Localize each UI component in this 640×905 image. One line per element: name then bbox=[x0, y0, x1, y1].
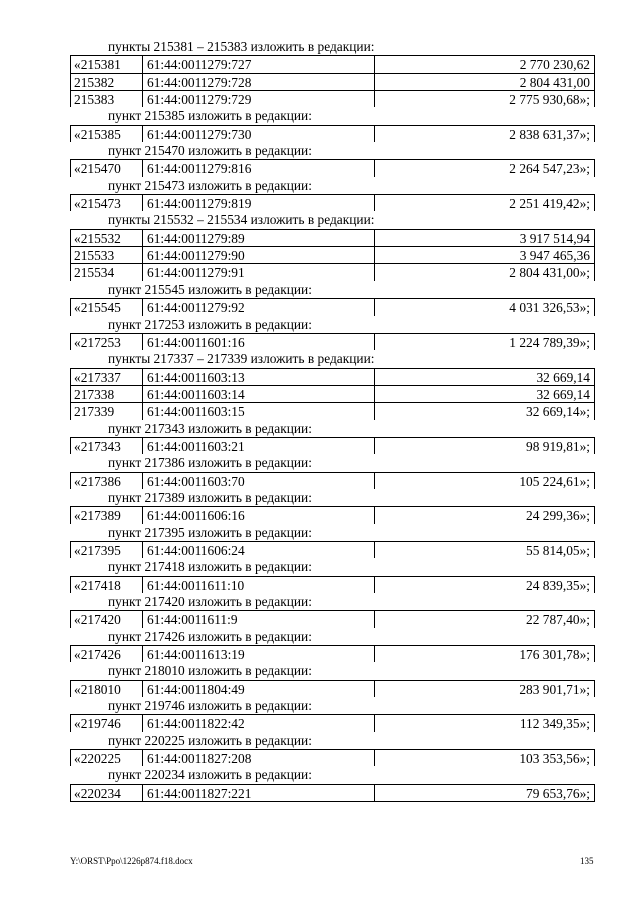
cadastral-value: 24 839,35»; bbox=[526, 577, 590, 593]
cadastral-value: 22 787,40»; bbox=[526, 612, 590, 628]
section-intro: пункт 217389 изложить в редакции: bbox=[108, 489, 312, 505]
cadastral-number: 61:44:0011603:15 bbox=[143, 403, 375, 419]
table-row bbox=[70, 368, 595, 385]
cadastral-value: 79 653,76»; bbox=[526, 785, 590, 801]
section-intro: пункт 217253 изложить в редакции: bbox=[108, 316, 312, 332]
cadastral-value: 32 669,14»; bbox=[526, 404, 590, 420]
table-row bbox=[70, 263, 595, 280]
cadastral-number: 61:44:0011827:221 bbox=[143, 785, 375, 801]
table-row bbox=[70, 298, 595, 315]
cadastral-value: 105 224,61»; bbox=[519, 473, 590, 489]
table-row bbox=[70, 385, 595, 402]
row-number: «215385 bbox=[71, 126, 143, 142]
cadastral-number: 61:44:0011279:91 bbox=[143, 264, 375, 280]
cadastral-number: 61:44:0011603:21 bbox=[143, 438, 375, 454]
section-intro: пункты 215532 – 215534 изложить в редакции: bbox=[108, 212, 375, 228]
cadastral-value: 176 301,78»; bbox=[519, 647, 590, 663]
row-number: «217343 bbox=[71, 438, 143, 454]
cadastral-value: 32 669,14 bbox=[536, 386, 590, 402]
row-number: «215545 bbox=[71, 299, 143, 315]
section-intro: пункт 217386 изложить в редакции: bbox=[108, 455, 312, 471]
cadastral-number: 61:44:0011613:19 bbox=[143, 646, 375, 662]
table-row bbox=[70, 90, 595, 107]
section-intro: пункт 217343 изложить в редакции: bbox=[108, 420, 312, 436]
cadastral-value: 55 814,05»; bbox=[526, 542, 590, 558]
row-number: «219746 bbox=[71, 715, 143, 731]
row-number: «215532 bbox=[71, 230, 143, 246]
cadastral-value: 103 353,56»; bbox=[519, 751, 590, 767]
cadastral-number: 61:44:0011601:16 bbox=[143, 334, 375, 350]
cadastral-number: 61:44:0011822:42 bbox=[143, 715, 375, 731]
cadastral-number: 61:44:0011611:10 bbox=[143, 577, 375, 593]
cadastral-number: 61:44:0011279:727 bbox=[143, 56, 375, 72]
row-number: 215382 bbox=[71, 74, 143, 90]
cadastral-number: 61:44:0011827:208 bbox=[143, 750, 375, 766]
row-number: «217337 bbox=[71, 369, 143, 385]
footer-file-path: Y:\ORST\Ppo\1226p874.f18.docx bbox=[70, 856, 193, 866]
row-number: 215534 bbox=[71, 264, 143, 280]
cadastral-value: 2 775 930,68»; bbox=[509, 92, 590, 108]
cadastral-number: 61:44:0011279:816 bbox=[143, 160, 375, 176]
cadastral-value: 98 919,81»; bbox=[526, 438, 590, 454]
row-number: «217395 bbox=[71, 542, 143, 558]
cadastral-number: 61:44:0011279:90 bbox=[143, 247, 375, 263]
table-row bbox=[70, 472, 595, 489]
cadastral-number: 61:44:0011279:729 bbox=[143, 91, 375, 107]
row-number: «217386 bbox=[71, 473, 143, 489]
cadastral-number: 61:44:0011606:16 bbox=[143, 507, 375, 523]
table-row bbox=[70, 246, 595, 263]
cadastral-number: 61:44:0011606:24 bbox=[143, 542, 375, 558]
cadastral-value: 2 251 419,42»; bbox=[509, 196, 590, 212]
cadastral-value: 32 669,14 bbox=[536, 369, 590, 385]
row-number: 215533 bbox=[71, 247, 143, 263]
table-row bbox=[70, 784, 595, 802]
row-number: «218010 bbox=[71, 681, 143, 697]
table-row bbox=[70, 194, 595, 211]
row-number: «220234 bbox=[71, 785, 143, 801]
table-row bbox=[70, 506, 595, 523]
cadastral-number: 61:44:0011279:728 bbox=[143, 74, 375, 90]
row-number: «215381 bbox=[71, 56, 143, 72]
row-number: 217338 bbox=[71, 386, 143, 402]
table-row bbox=[70, 645, 595, 662]
cadastral-value: 2 770 230,62 bbox=[519, 57, 590, 73]
section-intro: пункт 215385 изложить в редакции: bbox=[108, 108, 312, 124]
cadastral-value: 3 947 465,36 bbox=[519, 248, 590, 264]
cadastral-value: 2 264 547,23»; bbox=[509, 161, 590, 177]
cadastral-number: 61:44:0011279:89 bbox=[143, 230, 375, 246]
cadastral-number: 61:44:0011279:92 bbox=[143, 299, 375, 315]
cadastral-number: 61:44:0011603:13 bbox=[143, 369, 375, 385]
row-number: «215473 bbox=[71, 195, 143, 211]
section-intro: пункт 218010 изложить в редакции: bbox=[108, 663, 312, 679]
cadastral-number: 61:44:0011279:730 bbox=[143, 126, 375, 142]
cadastral-value: 3 917 514,94 bbox=[519, 230, 590, 246]
section-intro: пункт 217426 изложить в редакции: bbox=[108, 628, 312, 644]
row-number: «217253 bbox=[71, 334, 143, 350]
table-row bbox=[70, 714, 595, 731]
cadastral-number: 61:44:0011603:14 bbox=[143, 386, 375, 402]
section-intro: пункт 215470 изложить в редакции: bbox=[108, 143, 312, 159]
section-intro: пункт 220234 изложить в редакции: bbox=[108, 767, 312, 783]
cadastral-value: 1 224 789,39»; bbox=[509, 334, 590, 350]
table-row bbox=[70, 55, 595, 72]
row-number: 215383 bbox=[71, 91, 143, 107]
row-number: «217420 bbox=[71, 611, 143, 627]
row-number: 217339 bbox=[71, 403, 143, 419]
table-row bbox=[70, 159, 595, 176]
section-intro: пункт 220225 изложить в редакции: bbox=[108, 732, 312, 748]
cadastral-value: 112 349,35»; bbox=[519, 716, 590, 732]
section-intro: пункт 217418 изложить в редакции: bbox=[108, 559, 312, 575]
table-row bbox=[70, 576, 595, 593]
cadastral-value: 4 031 326,53»; bbox=[509, 300, 590, 316]
table-row bbox=[70, 333, 595, 350]
section-intro: пункт 219746 изложить в редакции: bbox=[108, 698, 312, 714]
table-row bbox=[70, 73, 595, 90]
row-number: «217418 bbox=[71, 577, 143, 593]
row-number: «215470 bbox=[71, 160, 143, 176]
row-number: «217426 bbox=[71, 646, 143, 662]
document-body bbox=[70, 38, 595, 802]
table-row bbox=[70, 402, 595, 419]
cadastral-number: 61:44:0011804:49 bbox=[143, 681, 375, 697]
row-number: «217389 bbox=[71, 507, 143, 523]
section-intro: пункт 215545 изложить в редакции: bbox=[108, 281, 312, 297]
table-row bbox=[70, 125, 595, 142]
table-row bbox=[70, 610, 595, 627]
cadastral-value: 2 838 631,37»; bbox=[509, 126, 590, 142]
table-row bbox=[70, 680, 595, 697]
row-number: «220225 bbox=[71, 750, 143, 766]
section-intro: пункты 217337 – 217339 изложить в редакции: bbox=[108, 351, 375, 367]
table-row bbox=[70, 541, 595, 558]
cadastral-value: 2 804 431,00 bbox=[519, 74, 590, 90]
table-row bbox=[70, 749, 595, 766]
table-row bbox=[70, 437, 595, 454]
section-intro: пункт 217395 изложить в редакции: bbox=[108, 524, 312, 540]
section-intro: пункты 215381 – 215383 изложить в редакции: bbox=[108, 39, 375, 54]
section-intro: пункт 217420 изложить в редакции: bbox=[108, 594, 312, 609]
footer-page-number: 135 bbox=[580, 856, 594, 866]
cadastral-value: 2 804 431,00»; bbox=[509, 265, 590, 281]
cadastral-number: 61:44:0011611:9 bbox=[143, 611, 375, 627]
section-intro: пункт 215473 изложить в редакции: bbox=[108, 177, 312, 193]
table-row bbox=[70, 229, 595, 246]
cadastral-value: 283 901,71»; bbox=[519, 681, 590, 697]
cadastral-number: 61:44:0011279:819 bbox=[143, 195, 375, 211]
cadastral-value: 24 299,36»; bbox=[526, 508, 590, 524]
cadastral-number: 61:44:0011603:70 bbox=[143, 473, 375, 489]
